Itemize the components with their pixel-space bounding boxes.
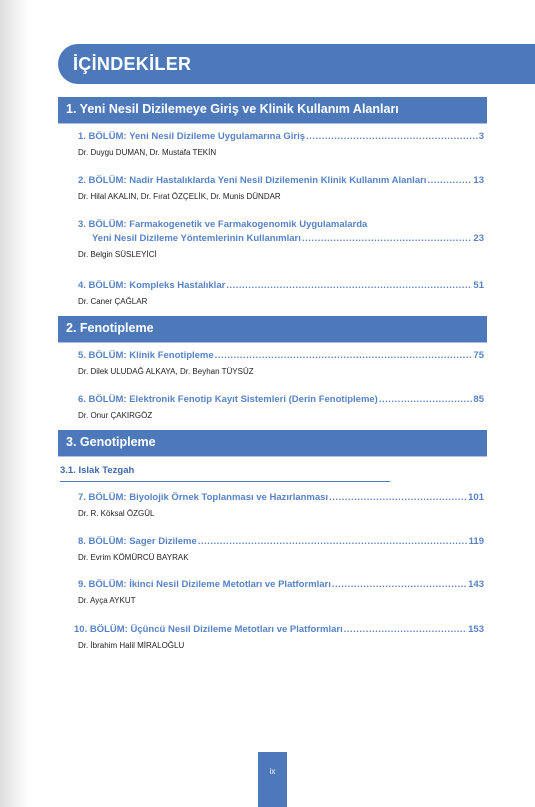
chapter-page: 75: [473, 350, 484, 361]
chapter-number: 7. BÖLÜM:: [78, 492, 127, 503]
toc-entry-3[interactable]: [78, 218, 484, 259]
chapter-number: 8. BÖLÜM:: [78, 536, 127, 547]
chapter-authors: Dr. Duygu DUMAN, Dr. Mustafa TEKİN: [78, 148, 217, 157]
chapter-authors: Dr. Belgin SÜSLEYİCİ: [78, 250, 157, 259]
chapter-authors: Dr. Dilek ULUDAĞ ALKAYA, Dr. Beyhan TÜYSÜZ: [78, 367, 254, 376]
section-heading-text: 2. Fenotipleme: [66, 321, 154, 335]
chapter-title-line1: Farmakogenetik ve Farmakogenomik Uygulamalarda: [129, 219, 368, 230]
chapter-authors: Dr. Caner ÇAĞLAR: [78, 297, 148, 306]
chapter-authors: Dr. Hilal AKALIN, Dr. Fırat ÖZÇELİK, Dr. Munis DÜNDAR: [78, 192, 281, 201]
chapter-number: 3. BÖLÜM:: [78, 219, 127, 230]
chapter-number: 6. BÖLÜM:: [78, 394, 127, 405]
chapter-number: 9. BÖLÜM:: [78, 579, 127, 590]
chapter-authors: Dr. Evrim KÖMÜRCÜ BAYRAK: [78, 553, 189, 562]
chapter-authors: Dr. Onur ÇAKIRGÖZ: [78, 411, 153, 420]
toc-entry-7[interactable]: [78, 491, 484, 518]
toc-entry-5[interactable]: [78, 349, 484, 376]
chapter-page: 51: [473, 280, 484, 291]
page-number: ix: [269, 767, 276, 776]
toc-entry-8[interactable]: [78, 535, 484, 562]
chapter-title: Klinik Fenotipleme: [129, 350, 214, 361]
subsection-heading-text: 3.1. Islak Tezgah: [60, 465, 135, 476]
chapter-number: 1. BÖLÜM:: [78, 131, 127, 142]
toc-entry-6[interactable]: [78, 393, 484, 420]
chapter-number: 4. BÖLÜM:: [78, 280, 127, 291]
chapter-title: Kompleks Hastalıklar: [129, 280, 226, 291]
section-heading-1: [58, 97, 487, 124]
page-title: İÇİNDEKİLER: [73, 54, 192, 74]
subsection-heading: [60, 460, 390, 482]
chapter-number: 2. BÖLÜM:: [78, 175, 127, 186]
chapter-title: Üçüncü Nesil Dizileme Metotları ve Platformları: [130, 624, 343, 635]
section-heading-text: 1. Yeni Nesil Dizilemeye Giriş ve Klinik Kullanım Alanları: [66, 102, 399, 116]
chapter-title: Elektronik Fenotip Kayıt Sistemleri (Derin Fenotipleme): [129, 394, 378, 405]
chapter-title: Sager Dizileme: [129, 536, 197, 547]
toc-entry-2[interactable]: [78, 174, 484, 201]
toc-entry-1[interactable]: [78, 130, 484, 157]
chapter-page: 119: [468, 536, 484, 547]
chapter-title-line2: Yeni Nesil Dizileme Yöntemlerinin Kullanımları: [92, 233, 301, 244]
page-number-tab: [258, 752, 287, 807]
chapter-number: 5. BÖLÜM:: [78, 350, 127, 361]
toc-title-band: [58, 44, 535, 84]
chapter-title: Yeni Nesil Dizileme Uygulamarına Giriş: [129, 131, 306, 142]
toc-entry-9[interactable]: [78, 578, 484, 605]
chapter-page: 3: [478, 131, 484, 142]
chapter-authors: Dr. R. Köksal ÖZGÜL: [78, 509, 155, 518]
chapter-page: 13: [473, 175, 484, 186]
toc-entry-10[interactable]: [74, 623, 484, 650]
chapter-authors: Dr. Ayça AYKUT: [78, 596, 136, 605]
chapter-title: İkinci Nesil Dizileme Metotları ve Platformları: [129, 579, 331, 590]
section-heading-3: [58, 430, 487, 457]
chapter-page: 101: [468, 492, 484, 503]
chapter-page: 143: [468, 579, 484, 590]
chapter-number: 10. BÖLÜM:: [74, 624, 128, 635]
chapter-authors: Dr. İbrahim Halil MİRALOĞLU: [78, 641, 185, 650]
section-heading-text: 3. Genotipleme: [66, 435, 156, 449]
toc-entry-4[interactable]: [78, 279, 484, 306]
section-heading-2: [58, 316, 487, 343]
chapter-page: 153: [468, 624, 484, 635]
chapter-page: 23: [473, 233, 484, 244]
chapter-title: Nadir Hastalıklarda Yeni Nesil Dizilemenin Klinik Kullanım Alanları: [129, 175, 427, 186]
chapter-title: Biyolojik Örnek Toplanması ve Hazırlanması: [129, 492, 329, 503]
chapter-page: 85: [473, 394, 484, 405]
